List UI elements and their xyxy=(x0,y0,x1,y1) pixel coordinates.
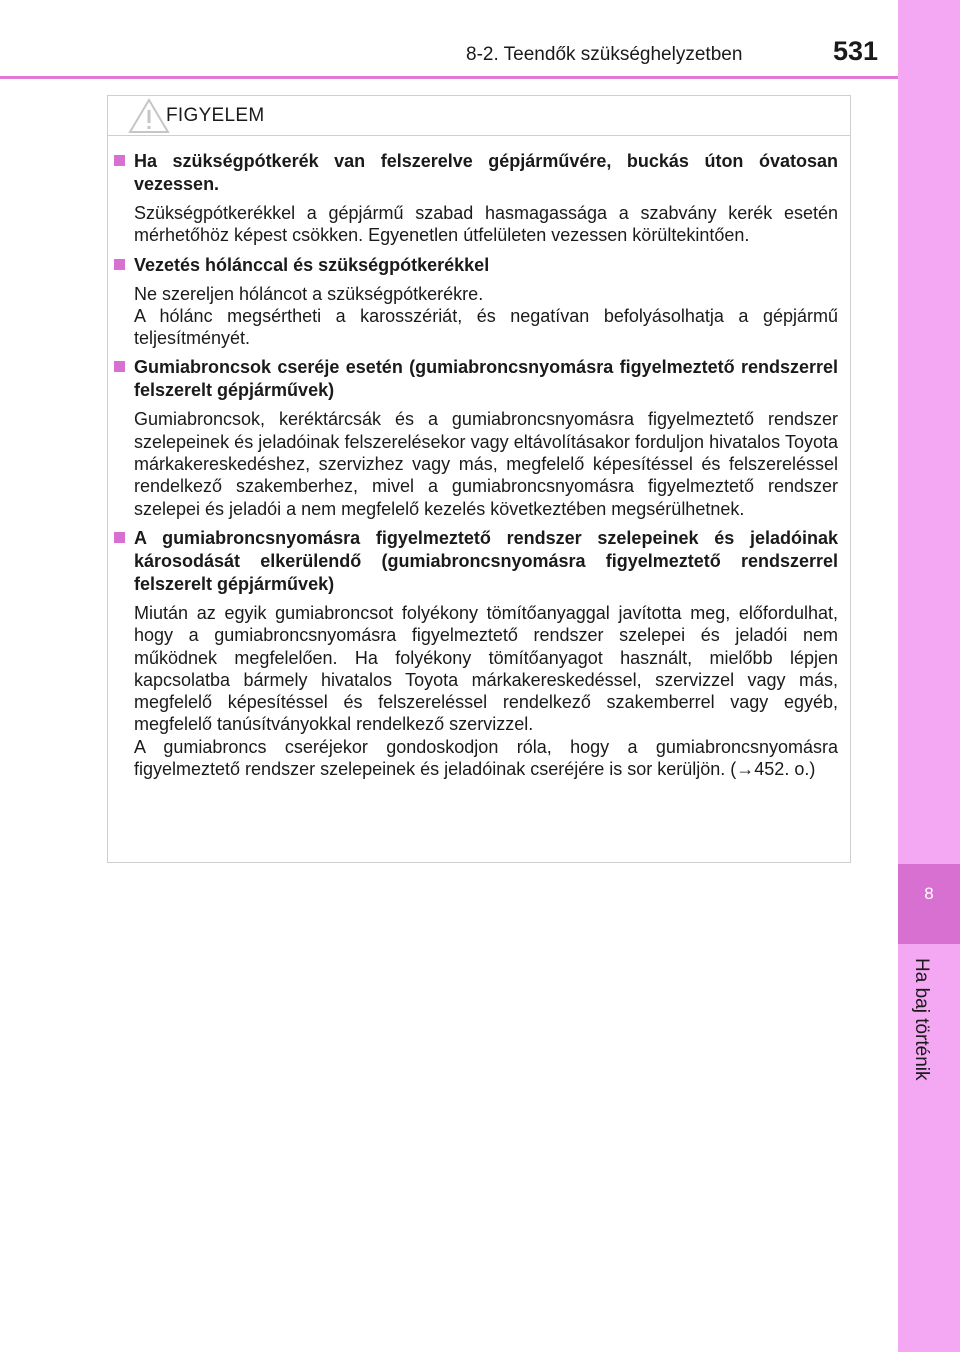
square-bullet-icon xyxy=(114,361,125,372)
warning-item-paragraph: A gumiabroncs cseréjekor gondoskodjon róla, hogy a gumiabroncsnyomásra figyelmeztető rendszer szelepeinek és jeladóinak cseréjére is sor kerüljön. (→452. o.) xyxy=(134,736,838,780)
warning-body xyxy=(108,150,850,787)
warning-item-paragraph: Gumiabroncsok, keréktárcsák és a gumiabroncsnyomásra figyelmeztető rendszer szelepeinek és jeladóinak felszerelésekor vagy eltávolításakor forduljon hivatalos Toyota márkakereskedéshez, szervizhez vagy más, megfelelő képesítéssel és felszereléssel rendelkező szakemberhez, mivel a gumiabroncsnyomásra figyelmeztető rendszer szelepei és jeladói a nem megfelelő kezelés következtében megsérülhetnek. xyxy=(134,409,838,519)
warning-item-paragraph: Ne szereljen hóláncot a szükségpótkerékre. xyxy=(134,283,484,304)
warning-header xyxy=(108,96,850,136)
warning-item-title-text: Gumiabroncsok cseréje esetén (gumiabroncsnyomásra figyelmeztető rendszerrel felszerelt gépjárművek) xyxy=(134,357,838,401)
page-number: 531 xyxy=(833,36,879,66)
warning-item-title xyxy=(108,356,850,402)
section-title: 8-2. Teendők szükséghelyzetben xyxy=(466,44,743,65)
warning-item-paragraph: Miután az egyik gumiabroncsot folyékony tömítőanyaggal javította meg, előfordulhat, hogy a gumiabroncsnyomásra figyelmeztető rendszer szelepei és jeladói nem működnek megfelelően. Ha folyékony tömítőanyagot használt, mielőbb lépjen kapcsolatba bármely hivatalos Toyota márkakereskedéssel, szervizzel vagy más, megfelelő képesítéssel és felszereléssel rendelkező szakemberrel vagy egyéb, megfelelő tanúsítványokkal rendelkező szervizzel. xyxy=(134,602,838,735)
warning-item-text xyxy=(108,602,850,780)
warning-item-text xyxy=(108,408,850,519)
warning-item-title-text: Vezetés hólánccal és szükségpótkerékkel xyxy=(134,254,490,275)
warning-triangle-icon xyxy=(128,98,170,134)
warning-item-text xyxy=(108,283,850,350)
chapter-side-strip xyxy=(898,0,960,1352)
warning-item xyxy=(108,527,850,780)
square-bullet-icon xyxy=(114,259,125,270)
warning-item-title-text: Ha szükségpótkerék van felszerelve gépjárművére, buckás úton óvatosan vezessen. xyxy=(134,151,838,194)
warning-item xyxy=(108,356,850,519)
warning-item-paragraph: A hólánc megsértheti a karosszériát, és negatívan befolyásolhatja a gépjármű teljesítményét. xyxy=(134,305,838,349)
warning-item-title xyxy=(108,527,850,596)
warning-label: FIGYELEM xyxy=(166,105,265,126)
warning-item-title xyxy=(108,254,850,277)
warning-item-text xyxy=(108,202,850,247)
warning-box xyxy=(107,95,851,863)
chapter-title: Ha baj történik xyxy=(911,958,932,1081)
warning-item-paragraph: Szükségpótkerékkel a gépjármű szabad hasmagassága a szabvány kerék esetén mérhetőhöz képest csökken. Egyenetlen útfelületen vezessen körültekintően. xyxy=(134,203,838,246)
warning-item xyxy=(108,150,850,247)
chapter-number-box xyxy=(898,864,960,944)
warning-item xyxy=(108,254,850,350)
warning-item-title xyxy=(108,150,850,196)
header-divider xyxy=(0,76,898,79)
warning-item-title-text: A gumiabroncsnyomásra figyelmeztető rendszer szelepeinek és jeladóinak károsodását elkerülendő (gumiabroncsnyomásra figyelmeztető rendszerrel felszerelt gépjárművek) xyxy=(134,527,838,594)
square-bullet-icon xyxy=(114,532,125,543)
chapter-number: 8 xyxy=(924,884,934,903)
square-bullet-icon xyxy=(114,155,125,166)
